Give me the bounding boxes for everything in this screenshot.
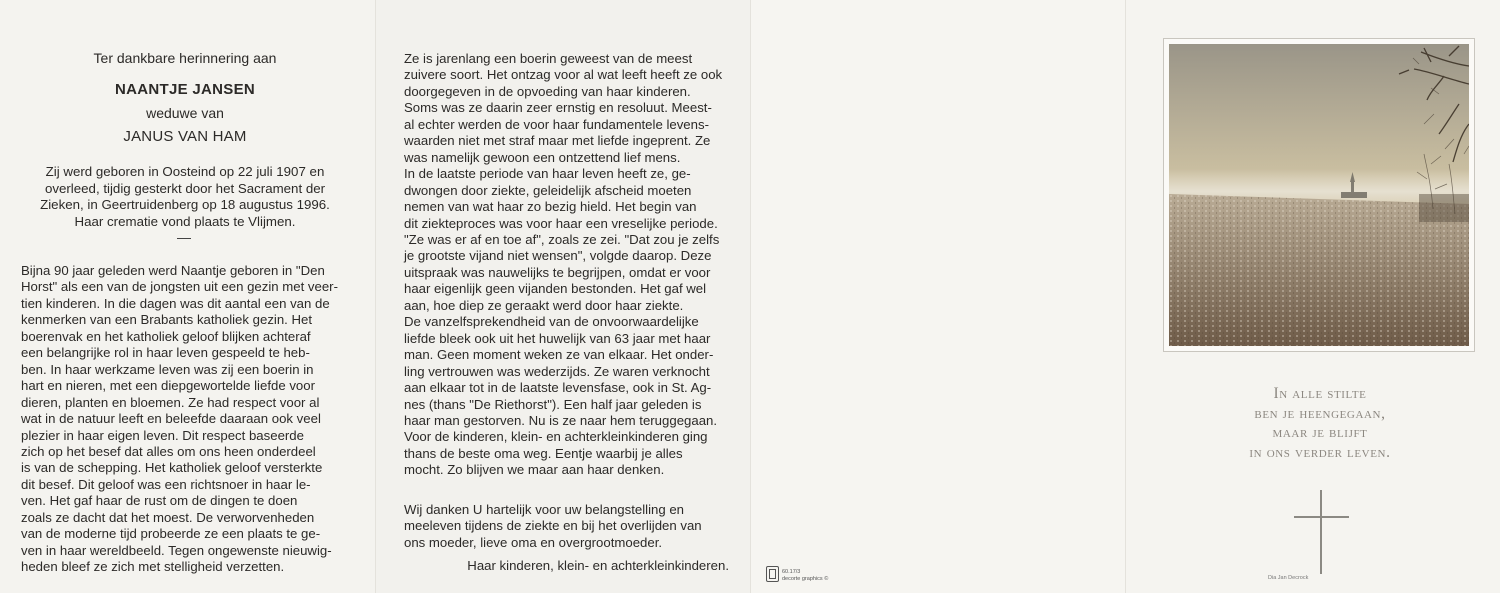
text-line: Zieken, in Geertruidenberg op 18 augustus 1996. bbox=[40, 197, 330, 213]
widow-of-line: weduwe van bbox=[146, 105, 224, 121]
biography-text bbox=[21, 263, 352, 576]
text-line: Zij werd geboren in Oosteind op 22 juli 1907 en bbox=[45, 164, 325, 179]
cross-icon bbox=[1320, 490, 1322, 574]
poem-line: maar je blijft bbox=[1272, 424, 1368, 441]
intro-line: Ter dankbare herinnering aan bbox=[93, 50, 277, 66]
poem-line: in ons verder leven. bbox=[1249, 443, 1391, 461]
text-line: tien kinderen. In die dagen was dit aantal een van de bbox=[21, 295, 330, 311]
text-line: van de moderne tijd probeerde ze een plaats te ge- bbox=[21, 526, 321, 542]
text-line: zoals ze dacht dat het moest. De verworvenheden bbox=[21, 509, 315, 525]
text-line: Horst" als een van de jongsten uit een gezin met veer- bbox=[21, 279, 338, 295]
text-line: nes (thans "De Riethorst"). Een half jaar geleden is bbox=[404, 396, 702, 412]
text-line: kenmerken van een Brabants katholiek gezin. Het bbox=[21, 312, 313, 328]
text-line: wat in de natuur leeft en beleefde daaraan ook veel bbox=[21, 411, 321, 427]
fold-line bbox=[1125, 0, 1126, 593]
text-line: boerenvak en het katholiek geloof blijken achteraf bbox=[21, 328, 311, 344]
text-line: nemen van wat haar zo bezig hield. Het begin van bbox=[404, 199, 697, 215]
text-line: mocht. Zo blijven we maar aan haar denken. bbox=[404, 462, 665, 478]
text-line: doorgegeven in de opvoeding van haar kinderen. bbox=[404, 83, 691, 99]
deceased-name: NAANTJE JANSEN bbox=[114, 81, 256, 98]
text-line: haar eigenlijk geen vijanden bestonden. Het gaf wel bbox=[404, 281, 707, 297]
text-line: was namelijk gewoon een ontzettend lief mens. bbox=[404, 149, 681, 165]
text-line: liefde bleek ook uit het huwelijk van 63 jaar met haar bbox=[404, 330, 711, 346]
text-line: heden bleef ze zich met stelligheid verzetten. bbox=[21, 559, 285, 575]
text-line: al echter werden de voor haar fundamentele levens- bbox=[404, 116, 709, 132]
text-line: dit ziekteproces was voor haar een vreselijke periode. bbox=[404, 215, 718, 231]
printer-name: decorte graphics © bbox=[782, 576, 829, 582]
poem-line: ben je heengegaan, bbox=[1254, 404, 1386, 422]
birth-death-text bbox=[20, 164, 350, 230]
text-line: "Ze was er af en toe af", zoals ze zei. "Dat zou je zelfs bbox=[404, 231, 720, 247]
poem-line: In alle stilte bbox=[1273, 385, 1367, 402]
text-line: waarden niet met straf maar met liefde ingeprent. Ze bbox=[404, 133, 711, 149]
text-line: Wij danken U hartelijk voor uw belangstelling en bbox=[404, 502, 685, 517]
text-line: thans de beste oma weg. Eentje waarbij je alles bbox=[404, 445, 683, 461]
text-line: Ze is jarenlang een boerin geweest van de meest bbox=[404, 51, 693, 66]
husband-name: JANUS VAN HAM bbox=[123, 128, 247, 145]
text-line: Soms was ze daarin zeer ernstig en resoluut. Meest- bbox=[404, 100, 712, 116]
fold-line bbox=[375, 0, 376, 593]
text-line: dit besef. Dit geloof was een richtsnoer in haar le- bbox=[21, 476, 311, 492]
divider-dash bbox=[177, 238, 191, 239]
landscape-photo bbox=[1169, 44, 1469, 346]
text-line: dwongen door ziekte, geleidelijk afscheid moeten bbox=[404, 182, 692, 198]
text-line: hart en nieren, met een diepgewortelde liefde voor bbox=[21, 378, 315, 394]
text-line: je grootste vijand niet wensen", volgde daarop. Deze bbox=[404, 248, 712, 264]
text-line: man. Geen moment weken ze van elkaar. Het onder- bbox=[404, 347, 714, 363]
text-line: De vanzelfsprekendheid van de onvoorwaardelijke bbox=[404, 314, 699, 330]
text-line: Bijna 90 jaar geleden werd Naantje geboren in "Den bbox=[21, 263, 325, 278]
poem bbox=[1175, 384, 1465, 462]
thanks-text bbox=[404, 502, 731, 551]
text-line: zich op het besef dat alles om ons heen onderdeel bbox=[21, 443, 316, 459]
text-line: overleed, tijdig gesterkt door het Sacrament der bbox=[44, 180, 326, 196]
fold-line bbox=[750, 0, 751, 593]
text-line: haar man gestorven. Nu is ze naar hem teruggegaan. bbox=[404, 412, 718, 428]
text-line: ven in haar wereldbeeld. Tegen ongewenste nieuwig- bbox=[21, 542, 332, 558]
text-line: meeleven tijdens de ziekte en bij het overlijden van bbox=[404, 518, 702, 534]
text-line: een belangrijke rol in haar leven gespeeld te heb- bbox=[21, 345, 310, 361]
text-line: aan, hoe diep ze geraakt werd door haar ziekte. bbox=[404, 297, 684, 313]
signature: Haar kinderen, klein- en achterkleinkinderen. bbox=[467, 558, 729, 573]
text-line: ben. In haar werkzame leven was zij een boerin in bbox=[21, 361, 314, 377]
text-line: dieren, planten en bloemen. Ze had respect voor al bbox=[21, 394, 320, 410]
card-panel-center-right bbox=[750, 0, 1125, 593]
text-line: Haar crematie vond plaats te Vlijmen. bbox=[74, 213, 296, 229]
text-line: zuivere soort. Het ontzag voor al wat leeft heeft ze ook bbox=[404, 67, 723, 83]
text-line: aan elkaar tot in de laatste levensfase, ook in St. Ag- bbox=[404, 380, 712, 396]
printer-code: 60.17/3 bbox=[782, 569, 801, 575]
text-line: ling vertrouwen was wederzijds. Ze waren verknocht bbox=[404, 363, 710, 379]
text-line: is van de schepping. Het katholiek geloof versterkte bbox=[21, 460, 323, 476]
text-line: ons moeder, lieve oma en overgrootmoeder. bbox=[404, 534, 663, 550]
life-story-text bbox=[404, 51, 731, 479]
cross-icon-bar bbox=[1294, 516, 1349, 518]
text-line: Voor de kinderen, klein- en achterkleinkinderen ging bbox=[404, 429, 708, 445]
printer-logo-icon bbox=[766, 566, 779, 582]
text-line: ven. Het gaf haar de rust om de dingen te doen bbox=[21, 493, 298, 509]
text-line: In de laatste periode van haar leven heeft ze, ge- bbox=[404, 166, 691, 182]
text-line: uitspraak was nauwelijks te begrijpen, omdat er voor bbox=[404, 264, 711, 280]
text-line: plezier in haar eigen leven. Dit respect baseerde bbox=[21, 427, 304, 443]
photo-credit: Dia Jan Decrock bbox=[1268, 575, 1309, 581]
